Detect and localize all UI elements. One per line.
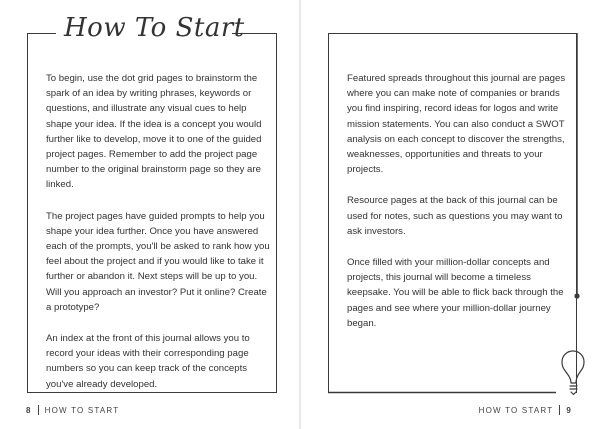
right-running-head: HOW TO START xyxy=(478,405,554,415)
paragraph-brainstorm: To begin, use the dot grid pages to brainstorm the spark of an idea by writing phrases, keywords or questions, and illustrate any visual cues to help shape your idea. If the idea is a concept you would further like to develop, move it to one of the guided project pages. Remember to add the project page number to the original brainstorm page so they are linked. xyxy=(46,73,262,191)
right-page-number: 9 xyxy=(566,405,572,415)
right-page-footer xyxy=(479,405,572,415)
paragraph-project-pages: The project pages have guided prompts to help you shape your idea further. Once you have answered each of the prompts, you'll be asked to rank how you feel about the project and if you would like to take it further or abandon it. Next steps will be up to you. Will you approach an investor? Put it online? Create a prototype? xyxy=(46,210,270,313)
lightbulb-icon xyxy=(562,351,584,395)
paragraph-index: An index at the front of this journal allows you to record your ideas with their corresponding page numbers so you can keep track of the concepts you've already developed. xyxy=(46,333,250,390)
page-title: How To Start xyxy=(64,13,245,43)
footer-divider xyxy=(559,405,560,415)
pen-dot-icon xyxy=(574,293,579,298)
left-page-number: 8 xyxy=(26,405,32,415)
paragraph-featured-spreads: Featured spreads throughout this journal are pages where you can make note of companies or brands you find inspiring, record ideas for logos and write mission statements. You can also conduct a SWOT analysis on each concept to discover the strengths, weaknesses, opportunities and threats to your projects. xyxy=(347,73,566,176)
paragraph-keepsake: Once filled with your million-dollar concepts and projects, this journal will become a timeless keepsake. You will be able to flick back through the pages and see where your million-dollar journey began. xyxy=(347,257,564,329)
footer-divider xyxy=(38,405,39,415)
right-text-column xyxy=(347,71,567,347)
paragraph-resource-pages: Resource pages at the back of this journal can be used for notes, such as questions you may want to ask investors. xyxy=(347,195,563,237)
left-running-head: HOW TO START xyxy=(44,405,120,415)
left-page-footer xyxy=(26,405,119,415)
